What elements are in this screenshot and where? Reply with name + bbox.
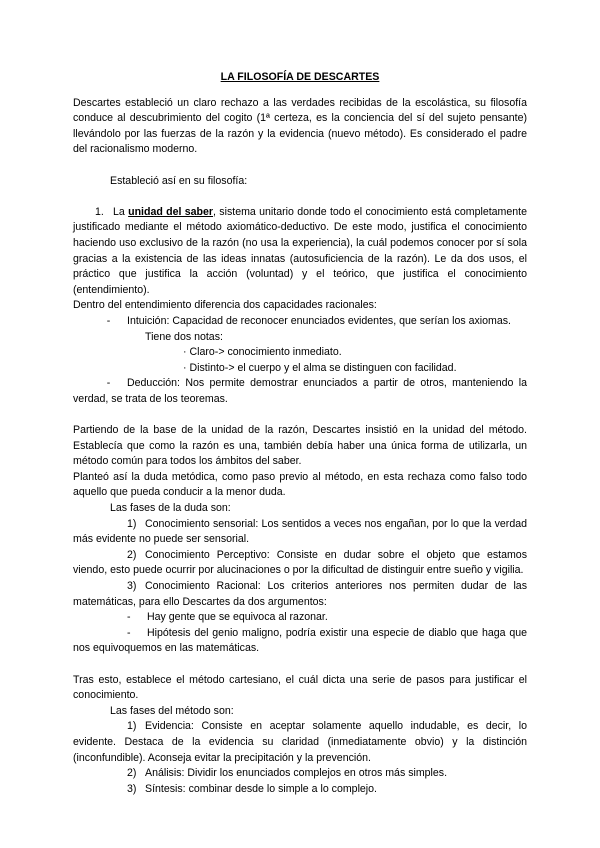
established-line: Estableció así en su filosofía:: [110, 174, 248, 187]
duda-number: 2): [127, 548, 137, 561]
nota-claro: · Claro-> conocimiento inmediato.: [183, 346, 342, 359]
metodo-item: [73, 782, 527, 798]
metodo-item: [73, 766, 527, 782]
dash-marker: -: [106, 314, 111, 327]
argumento-text: Hipótesis del genio maligno, podría existir una especie de diablo que haga que nos equivoquemos en las matemáticas.: [73, 626, 527, 655]
duda-text: Conocimiento Perceptivo: Consiste en dudar sobre el objeto que estamos viendo, esto puede ocurrir por alucinaciones o por la dificultad de distinguir entre sueño y vigilia.: [73, 548, 527, 577]
intuicion-text: Intuición: Capacidad de reconocer enunciados evidentes, que serían los axiomas.: [127, 314, 511, 327]
item-post: , sistema unitario donde todo el conocimiento está completamente justificado mediante el método axiomático-deductivo. De este modo, justifica el conocimiento haciendo uso exclusivo de la razón (no usa la experiencia), la cuál podemos conocer por sí sola gracias a la existencia de las ideas innatas (autosuficiencia de la razón). Le da dos usos, el práctico que justifica la acción (voluntad) y el teórico, que justifica el conocimiento (entendimiento).: [73, 205, 527, 296]
metodo-number: 3): [127, 782, 137, 795]
deduccion-text: Deducción: Nos permite demostrar enunciados a partir de otros, manteniendo la verdad, se trata de los teoremas.: [73, 377, 527, 405]
item-unidad-saber: [73, 205, 527, 299]
intro-paragraph: Descartes estableció un claro rechazo a las verdades recibidas de la escolástica, su filosofía conduce al descubrimiento del cogito (1ª certeza, es la conciencia del sí del sujeto pensante) llevándolo por las fuerzas de la razón y la evidencia (nuevo método). Es considerado el padre del racionalismo moderno.: [73, 96, 527, 156]
deduccion-item: [73, 376, 527, 407]
duda-number: 1): [127, 517, 137, 530]
item-pre: La: [113, 205, 129, 218]
dash-marker: -: [106, 377, 111, 390]
tras-esto-paragraph: Tras esto, establece el método cartesiano, el cuál dicta una serie de pasos para justificar el conocimiento.: [73, 673, 527, 702]
document-title: LA FILOSOFÍA DE DESCARTES: [220, 71, 380, 83]
metodo-number: 1): [127, 720, 137, 733]
duda-text: Conocimiento sensorial: Los sentidos a veces nos engañan, por lo que la verdad más evidente no puede ser sensorial.: [73, 517, 527, 546]
dash-marker: -: [127, 611, 131, 624]
fases-duda-line: Las fases de la duda son:: [110, 502, 231, 515]
duda-item: [73, 517, 527, 548]
metodo-item: [73, 719, 527, 766]
fases-metodo-line: Las fases del método son:: [110, 704, 234, 717]
duda-number: 3): [127, 580, 137, 592]
nota-distinto: · Distinto-> el cuerpo y el alma se distinguen con facilidad.: [183, 361, 457, 374]
duda-text: Conocimiento Racional: Los criterios anteriores nos permiten dudar de las matemáticas, para ello Descartes da dos argumentos:: [73, 580, 527, 608]
metodo-text: Análisis: Dividir los enunciados complejos en otros más simples.: [145, 767, 448, 780]
metodo-text: Evidencia: Consiste en aceptar solamente aquello indudable, es decir, lo evidente. Destaca de la evidencia su claridad (inmediatamente obvio) y la distinción (inconfundible). Aconseja evitar la precipitación y la prevención.: [73, 720, 527, 764]
metodo-text: Síntesis: combinar desde lo simple a lo complejo.: [145, 782, 377, 795]
duda-item: [73, 579, 527, 610]
unidad-del-saber-term: unidad del saber: [128, 205, 214, 218]
intuicion-item: [73, 314, 527, 330]
item-number: 1.: [95, 205, 104, 218]
dash-marker: -: [127, 626, 131, 639]
argumento-item: [73, 610, 527, 626]
tiene-notas-line: Tiene dos notas:: [145, 330, 223, 343]
argumento-text: Hay gente que se equivoca al razonar.: [147, 611, 328, 624]
argumento-item: [73, 626, 527, 657]
entendimiento-line: Dentro del entendimiento diferencia dos capacidades racionales:: [73, 299, 377, 312]
metodo-number: 2): [127, 767, 137, 780]
planteo-paragraph: Planteó así la duda metódica, como paso previo al método, en esta rechaza como falso todo aquello que pueda conducir a la menor duda.: [73, 470, 527, 499]
metodo-paragraph: Partiendo de la base de la unidad de la razón, Descartes insistió en la unidad del método. Establecía que como la razón es una, también debía haber una única forma de utilizarla, un método común para todos los ámbitos del saber.: [73, 424, 527, 468]
duda-item: [73, 548, 527, 579]
